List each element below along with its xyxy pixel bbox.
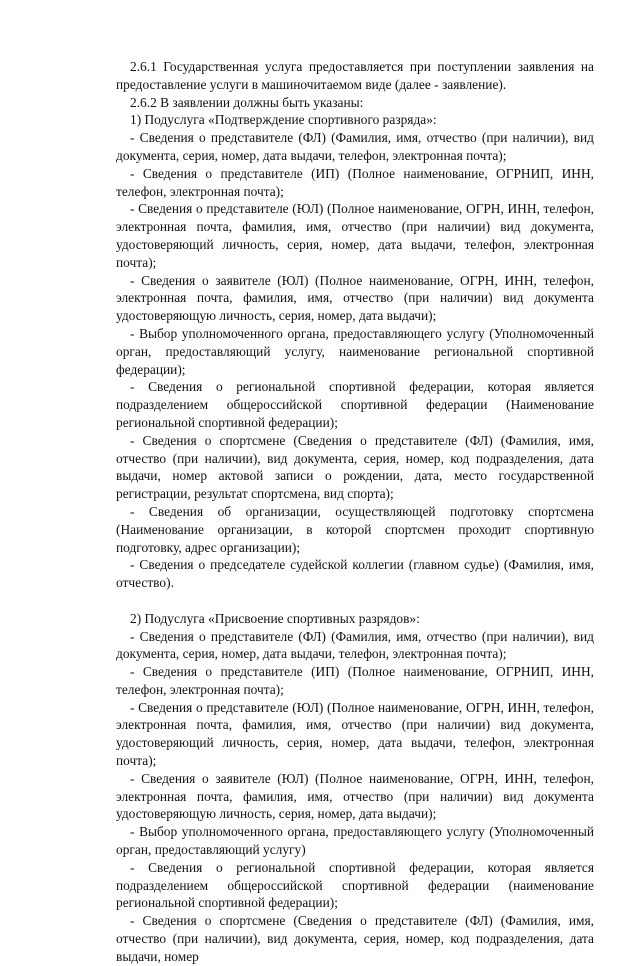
sub1-item-ip: - Сведения о представителе (ИП) (Полное наименование, ОГРНИП, ИНН, телефон, электронная почта); — [116, 165, 594, 199]
sub1-item-fl: - Сведения о представителе (ФЛ) (Фамилия, имя, отчество (при наличии), вид документа, серия, номер, дата выдачи, телефон, электронная почта); — [116, 130, 594, 163]
sub2-item-fl: - Сведения о представителе (ФЛ) (Фамилия, имя, отчество (при наличии), вид документа, серия, номер, дата выдачи, телефон, электронная почта); — [116, 628, 594, 662]
blank-line — [116, 592, 594, 610]
sub1-item-ul-representative: - Сведения о представителе (ЮЛ) (Полное наименование, ОГРН, ИНН, телефон, электронная почта, фамилия, имя, отчество (при наличии) вид документа, удостоверяющий личность, серия, номер, дата выдачи, телефон, электронная почта); — [116, 201, 594, 270]
sub1-item-authority: - Выбор уполномоченного органа, предоставляющего услугу (Уполномоченный орган, предоставляющий услугу, наименование региональной спортивной федерации); — [116, 325, 594, 377]
sub2-item-ul-representative: - Сведения о представителе (ЮЛ) (Полное наименование, ОГРН, ИНН, телефон, электронная почта, фамилия, имя, отчество (при наличии) вид документа, удостоверяющий личность, серия, номер, дата выдачи, телефон, электронная почта); — [116, 699, 594, 769]
paragraph-2-6-2: 2.6.2 В заявлении должны быть указаны: — [130, 94, 364, 110]
sub2-item-ip: - Сведения о представителе (ИП) (Полное наименование, ОГРНИП, ИНН, телефон, электронная почта); — [116, 664, 594, 697]
sub1-item-federation: - Сведения о региональной спортивной федерации, которая является подразделением общероссийской спортивной федерации (Наименование региональной спортивной федерации); — [116, 379, 594, 430]
sub2-item-ul-applicant: - Сведения о заявителе (ЮЛ) (Полное наименование, ОГРН, ИНН, телефон, электронная почта, фамилия, имя, отчество (при наличии) вид документа удостоверяющую личность, серия, номер, дата выдачи); — [116, 770, 594, 822]
subservice-2-heading: 2) Подуслуга «Присвоение спортивных разрядов»: — [130, 610, 420, 626]
sub2-item-athlete: - Сведения о спортсмене (Сведения о представителе (ФЛ) (Фамилия, имя, отчество (при наличии), вид документа, серия, номер, код подразделения, дата выдачи, номер — [116, 913, 594, 964]
sub1-item-athlete: - Сведения о спортсмене (Сведения о представителе (ФЛ) (Фамилия, имя, отчество (при наличии), вид документа, серия, номер, код подразделения, дата выдачи, номер актовой записи о рождении, дата, место государственной регистрации, результат спортсмена, вид спорта); — [116, 432, 594, 502]
sub1-item-organization: - Сведения об организации, осуществляющей подготовку спортсмена (Наименование организации, в которой спортсмен проходит спортивную подготовку, адрес организации); — [116, 503, 594, 555]
paragraph-2-6-1: 2.6.1 Государственная услуга предоставляется при поступлении заявления на предоставление услуги в машиночитаемом виде (далее - заявление). — [116, 59, 594, 92]
sub2-item-federation: - Сведения о региональной спортивной федерации, которая является подразделением общероссийской спортивной федерации (наименование региональной спортивной федерации); — [116, 859, 594, 911]
sub2-item-authority: - Выбор уполномоченного органа, предоставляющего услугу (Уполномоченный орган, предоставляющий услугу) — [116, 824, 594, 858]
sub1-item-judge: - Сведения о председателе судейской коллегии (главном судье) (Фамилия, имя, отчество). — [116, 557, 594, 591]
sub1-item-ul-applicant: - Сведения о заявителе (ЮЛ) (Полное наименование, ОГРН, ИНН, телефон, электронная почта, фамилия, имя, отчество (при наличии) вид документа удостоверяющую личность, серия, номер, дата выдачи); — [116, 272, 594, 324]
subservice-1-heading: 1) Подуслуга «Подтверждение спортивного разряда»: — [130, 112, 437, 128]
